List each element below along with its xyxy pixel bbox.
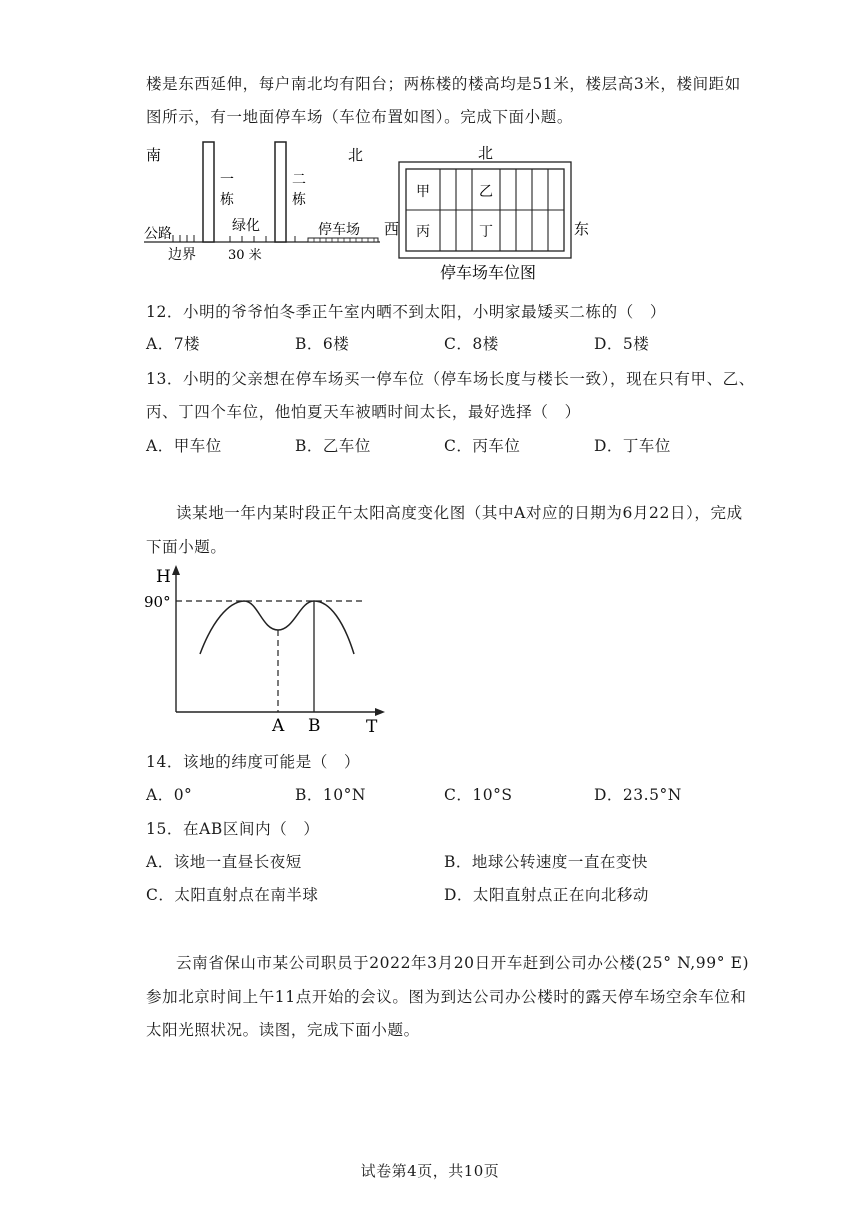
q13-stem-line2: 丙、丁四个车位，他怕夏天车被晒时间太长，最好选择（ ）	[146, 403, 581, 421]
q13-option-c: C．丙车位	[444, 437, 521, 455]
building1-shape	[203, 142, 214, 242]
slot-north-label: 北	[478, 144, 494, 162]
passage2-line1: 读某地一年内某时段正午太阳高度变化图（其中A对应的日期为6月22日），完成	[176, 504, 743, 522]
slot-jia: 甲	[416, 184, 430, 200]
distance-label: 30 米	[228, 248, 262, 263]
building1-char1: 一	[220, 172, 234, 188]
q14-option-c: C．10°S	[444, 786, 513, 804]
q14-option-a: A．0°	[146, 786, 193, 804]
slot-east-label: 东	[574, 220, 590, 238]
slot-ding: 丁	[479, 224, 493, 240]
passage1-line2: 图所示，有一地面停车场（车位布置如图）。完成下面小题。	[146, 108, 573, 126]
q15-stem: 15．在AB区间内（ ）	[146, 820, 320, 838]
q12-option-d: D．5楼	[594, 335, 650, 353]
q13-option-b: B．乙车位	[295, 437, 371, 455]
y-axis-arrow	[172, 565, 180, 575]
q12-option-a: A．7楼	[146, 335, 201, 353]
q14-option-b: B．10°N	[295, 786, 366, 804]
building1-char2: 栋	[220, 192, 234, 208]
q15-option-c: C．太阳直射点在南半球	[146, 886, 319, 904]
q14-option-d: D．23.5°N	[594, 786, 682, 804]
building-section-svg	[142, 138, 387, 266]
passage3-line2: 参加北京时间上午11点开始的会议。图为到达公司办公楼时的露天停车场空余车位和	[146, 988, 747, 1006]
q15-option-a: A．该地一直昼长夜短	[146, 853, 302, 871]
point-a-label: A	[272, 716, 285, 736]
q13-stem-line1: 13．小明的父亲想在停车场买一停车位（停车场长度与楼长一致），现在只有甲、乙、	[146, 370, 755, 388]
passage3-line3: 太阳光照状况。读图，完成下面小题。	[146, 1021, 420, 1039]
page-footer: 试卷第4页，共10页	[360, 1162, 500, 1180]
point-b-label: B	[308, 716, 321, 736]
slot-bing: 丙	[416, 224, 430, 240]
parking-slot-svg	[384, 140, 594, 284]
q14-stem: 14．该地的纬度可能是（ ）	[146, 753, 361, 771]
q15-option-b: B．地球公转速度一直在变快	[444, 853, 648, 871]
building2-char1: 二	[292, 172, 306, 188]
y-axis-label: H	[156, 567, 171, 587]
passage2-line2: 下面小题。	[146, 538, 227, 556]
greenbelt-label: 绿化	[232, 218, 260, 234]
south-label: 南	[146, 146, 162, 164]
q13-option-a: A．甲车位	[146, 437, 222, 455]
building2-shape	[275, 142, 286, 242]
y-90-label: 90°	[144, 593, 171, 611]
passage1-line1: 楼是东西延伸，每户南北均有阳台；两栋楼的楼高均是51米，楼层高3米，楼间距如	[146, 75, 741, 93]
parking-slot-figure	[384, 140, 594, 284]
sun-altitude-svg	[140, 562, 390, 740]
north-label: 北	[348, 146, 364, 164]
q12-option-b: B．6楼	[295, 335, 350, 353]
q12-option-c: C．8楼	[444, 335, 499, 353]
parking-caption: 停车场车位图	[440, 263, 537, 282]
parking-strip	[308, 238, 378, 242]
q15-option-d: D．太阳直射点正在向北移动	[444, 886, 649, 904]
road-label: 公路	[144, 226, 172, 242]
altitude-curve	[200, 601, 354, 654]
x-axis-arrow	[375, 708, 385, 716]
slot-west-label: 西	[384, 220, 400, 238]
sun-altitude-figure	[140, 562, 390, 740]
building2-char2: 栋	[292, 192, 306, 208]
border-label: 边界	[168, 247, 196, 263]
passage3-line1: 云南省保山市某公司职员于2022年3月20日开车赶到公司办公楼(25° N,99° E)	[176, 954, 750, 972]
slot-yi: 乙	[479, 184, 493, 200]
q13-option-d: D．丁车位	[594, 437, 671, 455]
parking-label: 停车场	[318, 222, 360, 238]
building-section-figure	[142, 138, 387, 266]
q12-stem: 12．小明的爷爷怕冬季正午室内晒不到太阳，小明家最矮买二栋的（ ）	[146, 303, 667, 321]
x-axis-label: T	[366, 717, 378, 737]
